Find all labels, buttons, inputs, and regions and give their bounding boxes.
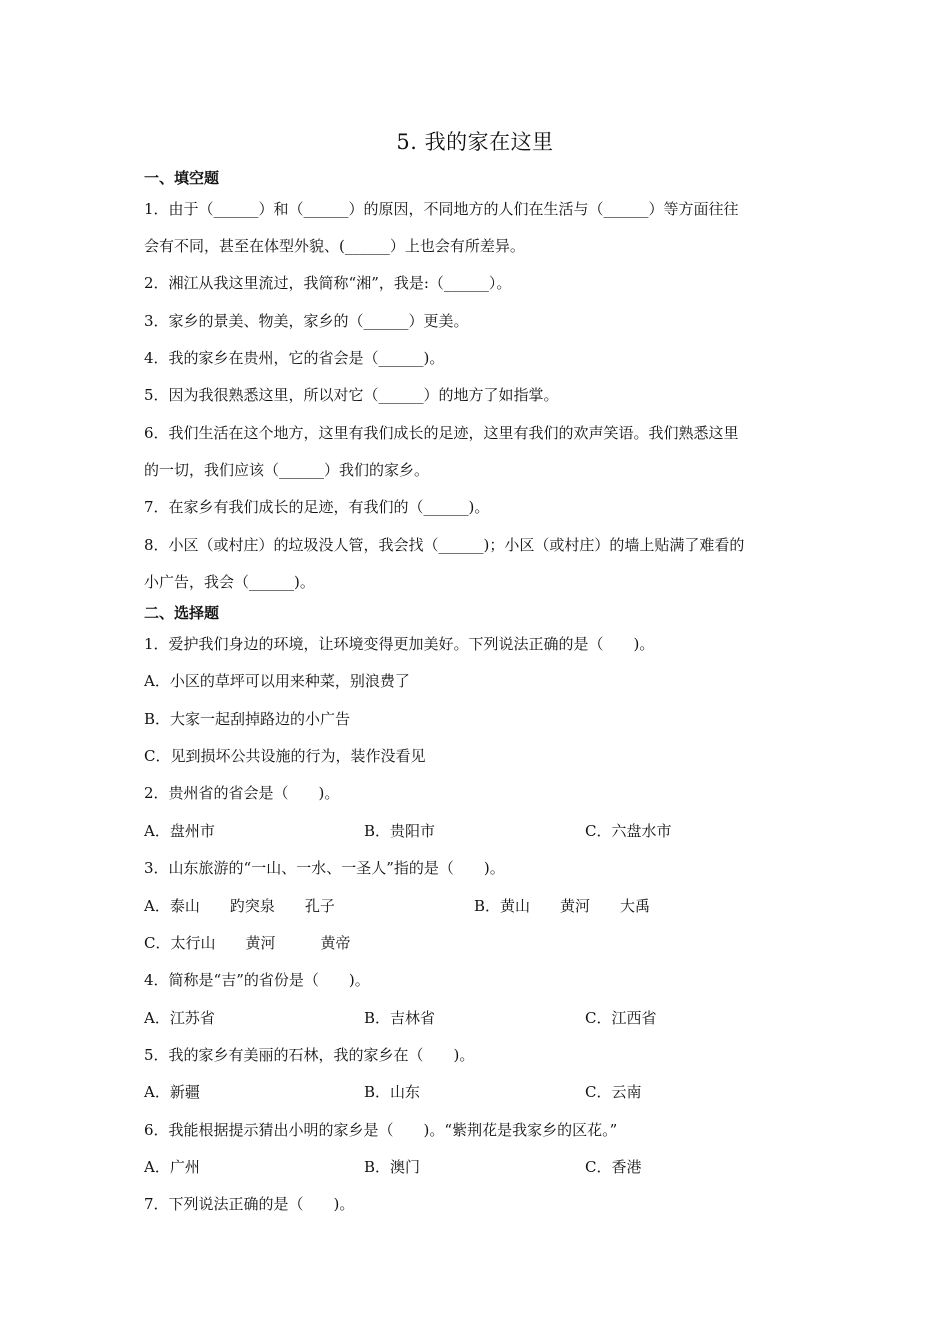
answer-option-b: B．贵阳市 [364, 822, 436, 840]
answer-option-b: B．山东 [364, 1083, 421, 1101]
question-stem: 2．贵州省的省会是（ )。 [144, 784, 340, 802]
question-stem: 3．山东旅游的“一山、一水、一圣人”指的是（ )。 [144, 859, 505, 877]
answer-option-c: C．香港 [585, 1158, 642, 1176]
fill-blank-line: 5．因为我很熟悉这里，所以对它（______）的地方了如指掌。 [144, 386, 559, 404]
question-stem: 7．下列说法正确的是（ )。 [144, 1195, 355, 1213]
fill-blank-line: 小广告，我会（______)。 [144, 573, 315, 591]
fill-blank-line: 7．在家乡有我们成长的足迹，有我们的（______)。 [144, 498, 490, 516]
answer-option-a: A．新疆 [144, 1083, 200, 1101]
page-title: 5. 我的家在这里 [396, 130, 554, 154]
answer-option-b: B．澳门 [364, 1158, 421, 1176]
question-stem: 1．爱护我们身边的环境，让环境变得更加美好。下列说法正确的是（ )。 [144, 635, 655, 653]
answer-option-c: C．太行山 黄河 黄帝 [144, 934, 351, 952]
answer-option-c: C．江西省 [585, 1009, 657, 1027]
question-stem: 6．我能根据提示猜出小明的家乡是（ )。“紫荆花是我家乡的区花。” [144, 1121, 618, 1139]
fill-blank-line: 4．我的家乡在贵州，它的省会是（______)。 [144, 349, 445, 367]
fill-blank-line: 的一切，我们应该（______）我们的家乡。 [144, 461, 430, 479]
fill-blank-line: 2．湘江从我这里流过，我简称“湘”，我是:（______）。 [144, 274, 512, 292]
section-heading-multiple-choice: 二、选择题 [144, 604, 220, 622]
section-heading-fill-blank: 一、填空题 [144, 169, 220, 187]
answer-option-b: B．黄山 黄河 大禹 [474, 897, 651, 915]
answer-option-b: B．大家一起刮掉路边的小广告 [144, 710, 351, 728]
answer-option-a: A．广州 [144, 1158, 200, 1176]
fill-blank-line: 6．我们生活在这个地方，这里有我们成长的足迹，这里有我们的欢声笑语。我们熟悉这里 [144, 424, 739, 442]
answer-option-a: A．小区的草坪可以用来种菜，别浪费了 [144, 672, 410, 690]
answer-option-a: A．泰山 趵突泉 孔子 [144, 897, 335, 915]
fill-blank-line: 1．由于（______）和（______）的原因，不同地方的人们在生活与（______）等方面往往 [144, 200, 739, 218]
answer-option-c: C．见到损坏公共设施的行为，装作没看见 [144, 747, 426, 765]
answer-option-a: A．江苏省 [144, 1009, 215, 1027]
fill-blank-line: 会有不同，甚至在体型外貌、(______）上也会有所差异。 [144, 237, 525, 255]
question-stem: 4．简称是“吉”的省份是（ )。 [144, 971, 370, 989]
answer-option-c: C．云南 [585, 1083, 642, 1101]
answer-option-c: C．六盘水市 [585, 822, 672, 840]
answer-option-a: A．盘州市 [144, 822, 215, 840]
question-stem: 5．我的家乡有美丽的石林，我的家乡在（ )。 [144, 1046, 475, 1064]
fill-blank-line: 3．家乡的景美、物美，家乡的（______）更美。 [144, 312, 469, 330]
answer-option-b: B．吉林省 [364, 1009, 436, 1027]
fill-blank-line: 8．小区（或村庄）的垃圾没人管，我会找（______)；小区（或村庄）的墙上贴满了难看的 [144, 536, 745, 554]
